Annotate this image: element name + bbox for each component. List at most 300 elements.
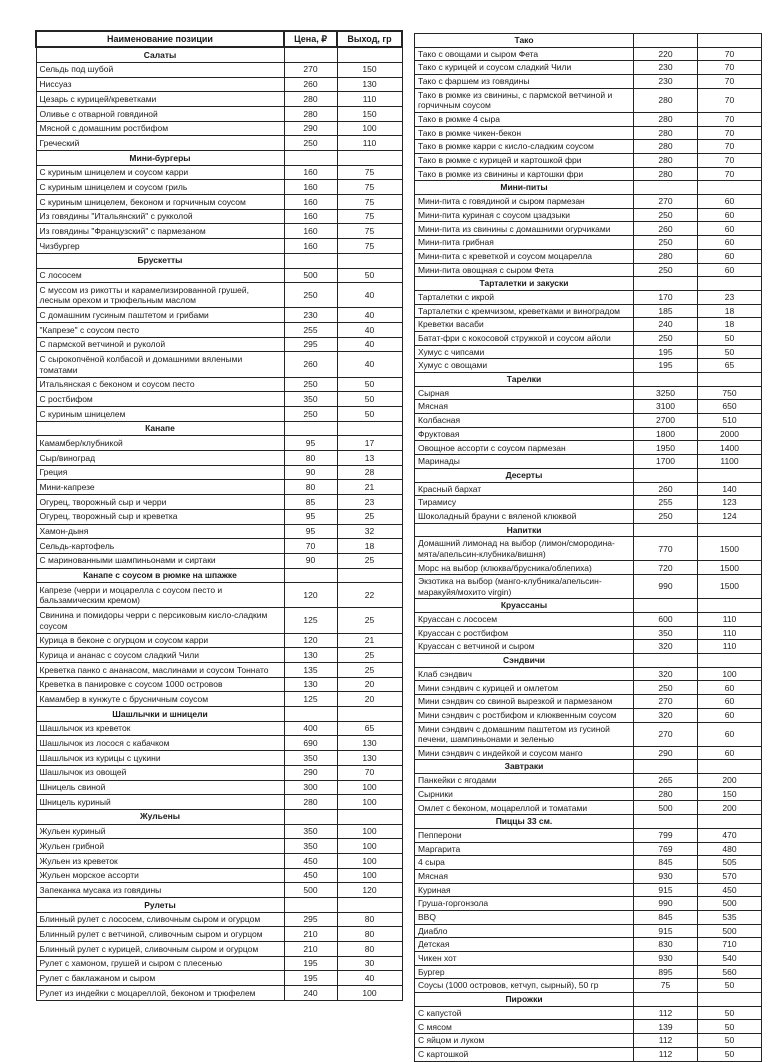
- item-name: Камамбер/клубникой: [36, 436, 284, 451]
- section-empty-weight-cell: [698, 34, 762, 48]
- item-weight: 40: [337, 283, 402, 308]
- section-title: Круассаны: [415, 599, 634, 613]
- item-name: Мини-пита куриная с соусом цзадзыки: [415, 208, 634, 222]
- item-weight: 60: [698, 695, 762, 709]
- menu-item-row: [415, 561, 762, 575]
- menu-item-row: [36, 377, 402, 392]
- item-weight: 110: [698, 613, 762, 627]
- item-name: Мини-капрезе: [36, 480, 284, 495]
- item-weight: 110: [337, 92, 402, 107]
- menu-item-row: [36, 283, 402, 308]
- item-price: 112: [634, 1034, 698, 1048]
- item-name: 4 сыра: [415, 856, 634, 870]
- item-price: 280: [634, 126, 698, 140]
- item-price: 160: [284, 239, 337, 254]
- item-weight: 50: [698, 331, 762, 345]
- item-name: Шницель куриный: [36, 795, 284, 810]
- section-empty-price-cell: [634, 277, 698, 291]
- item-price: 280: [634, 140, 698, 154]
- item-weight: 40: [337, 352, 402, 377]
- menu-item-row: [415, 167, 762, 181]
- column-header-row: [36, 31, 402, 47]
- section-empty-price-cell: [284, 809, 337, 824]
- menu-item-row: [36, 352, 402, 377]
- item-name: Блинный рулет с курицей, сливочным сыром и огурцом: [36, 942, 284, 957]
- item-price: 250: [634, 208, 698, 222]
- item-weight: 100: [337, 853, 402, 868]
- item-weight: 535: [698, 910, 762, 924]
- item-weight: 150: [337, 62, 402, 77]
- item-price: 845: [634, 856, 698, 870]
- item-weight: 21: [337, 633, 402, 648]
- item-weight: 40: [337, 323, 402, 338]
- menu-item-row: [36, 927, 402, 942]
- item-price: 770: [634, 537, 698, 561]
- item-price: 70: [284, 539, 337, 554]
- menu-item-row: [415, 746, 762, 760]
- menu-item-row: [415, 195, 762, 209]
- section-title: Тарелки: [415, 373, 634, 387]
- item-name: Шашлычок из курицы с цукини: [36, 751, 284, 766]
- item-price: 160: [284, 180, 337, 195]
- item-weight: 70: [698, 47, 762, 61]
- item-price: 280: [284, 92, 337, 107]
- menu-item-row: [415, 722, 762, 746]
- item-price: 250: [634, 263, 698, 277]
- item-name: Шоколадный брауни с вяленой клюквой: [415, 509, 634, 523]
- menu-item-row: [415, 695, 762, 709]
- item-weight: 480: [698, 842, 762, 856]
- item-name: Капрезе (черри и моцарелла с соусом песто и бальзамическим кремом): [36, 583, 284, 608]
- menu-item-row: [415, 482, 762, 496]
- item-weight: 140: [698, 482, 762, 496]
- item-name: С муссом из рикотты и карамелизированной грушей, лесным орехом и трюфельным маслом: [36, 283, 284, 308]
- item-name: С куриным шницелем и соусом гриль: [36, 180, 284, 195]
- item-price: 300: [284, 780, 337, 795]
- item-weight: 60: [698, 236, 762, 250]
- item-weight: 60: [698, 681, 762, 695]
- item-name: Из говядины "Итальянский" с рукколой: [36, 209, 284, 224]
- section-empty-price-cell: [284, 151, 337, 166]
- item-price: 210: [284, 942, 337, 957]
- item-price: 270: [634, 695, 698, 709]
- item-weight: 21: [337, 480, 402, 495]
- item-price: 125: [284, 608, 337, 633]
- menu-item-row: [415, 154, 762, 168]
- section-title: Канапе с соусом в рюмке на шпажке: [36, 568, 284, 583]
- item-name: Овощное ассорти с соусом пармезан: [415, 441, 634, 455]
- menu-item-row: [415, 331, 762, 345]
- section-header-row: [36, 898, 402, 913]
- item-price: 450: [284, 853, 337, 868]
- item-weight: 150: [337, 106, 402, 121]
- item-price: 1800: [634, 427, 698, 441]
- menu-item-row: [415, 801, 762, 815]
- item-price: 320: [634, 640, 698, 654]
- item-price: 320: [634, 667, 698, 681]
- item-name: Мини сэндвич с ростбифом и клюквенным соусом: [415, 708, 634, 722]
- menu-item-row: [415, 112, 762, 126]
- item-weight: 20: [337, 677, 402, 692]
- item-price: 350: [284, 839, 337, 854]
- section-empty-weight-cell: [698, 599, 762, 613]
- item-weight: 100: [337, 824, 402, 839]
- item-name: Мини-пита грибная: [415, 236, 634, 250]
- item-price: 125: [284, 692, 337, 707]
- menu-item-row: [415, 290, 762, 304]
- item-weight: 23: [337, 495, 402, 510]
- item-name: Детская: [415, 938, 634, 952]
- menu-item-row: [36, 553, 402, 568]
- item-price: 280: [634, 167, 698, 181]
- menu-item-row: [36, 92, 402, 107]
- item-price: 250: [284, 283, 337, 308]
- item-weight: 75: [337, 195, 402, 210]
- item-weight: 2000: [698, 427, 762, 441]
- item-name: С домашним гусиным паштетом и грибами: [36, 308, 284, 323]
- section-empty-price-cell: [634, 815, 698, 829]
- item-name: Тарталетки с кремчизом, креветками и виноградом: [415, 304, 634, 318]
- section-empty-weight-cell: [337, 809, 402, 824]
- item-price: 160: [284, 195, 337, 210]
- item-weight: 70: [698, 126, 762, 140]
- item-name: Жульен куриный: [36, 824, 284, 839]
- section-title: Завтраки: [415, 760, 634, 774]
- section-empty-price-cell: [634, 654, 698, 668]
- item-weight: 510: [698, 414, 762, 428]
- item-price: 990: [634, 897, 698, 911]
- section-header-row: [415, 468, 762, 482]
- menu-item-row: [415, 869, 762, 883]
- menu-item-row: [415, 613, 762, 627]
- item-price: 195: [634, 345, 698, 359]
- item-price: 350: [634, 626, 698, 640]
- item-price: 600: [634, 613, 698, 627]
- item-name: Мини-пита с говядиной и сыром пармезан: [415, 195, 634, 209]
- item-name: Домашний лимонад на выбор (лимон/смородина-мята/апельсин-клубника/вишня): [415, 537, 634, 561]
- item-price: 500: [284, 883, 337, 898]
- menu-item-row: [415, 924, 762, 938]
- item-weight: 23: [698, 290, 762, 304]
- item-weight: 13: [337, 451, 402, 466]
- item-price: 320: [634, 708, 698, 722]
- item-name: Огурец, творожный сыр и черри: [36, 495, 284, 510]
- section-empty-weight-cell: [698, 468, 762, 482]
- item-name: Пепперони: [415, 828, 634, 842]
- item-weight: 18: [337, 539, 402, 554]
- item-price: 3100: [634, 400, 698, 414]
- menu-item-row: [36, 692, 402, 707]
- item-name: Рулет с баклажаном и сыром: [36, 971, 284, 986]
- section-empty-price-cell: [284, 47, 337, 62]
- menu-item-row: [36, 451, 402, 466]
- item-name: Мини-пита с креветкой и соусом моцарелла: [415, 249, 634, 263]
- menu-item-row: [36, 539, 402, 554]
- item-price: 160: [284, 224, 337, 239]
- menu-item-row: [415, 304, 762, 318]
- item-weight: 650: [698, 400, 762, 414]
- item-name: Камамбер в кунжуте с брусничным соусом: [36, 692, 284, 707]
- item-weight: 130: [337, 77, 402, 92]
- item-weight: 70: [698, 112, 762, 126]
- item-weight: 25: [337, 509, 402, 524]
- item-name: Рулет с хамоном, грушей и сыром с плесенью: [36, 956, 284, 971]
- item-weight: 50: [337, 392, 402, 407]
- item-name: С маринованными шампиньонами и сиртаки: [36, 553, 284, 568]
- item-price: 250: [634, 509, 698, 523]
- item-name: Панкейки с ягодами: [415, 774, 634, 788]
- menu-item-row: [36, 795, 402, 810]
- item-name: Морс на выбор (клюква/брусника/облепиха): [415, 561, 634, 575]
- item-name: Круассан с ростбифом: [415, 626, 634, 640]
- item-name: Ниссуаз: [36, 77, 284, 92]
- item-name: С капустой: [415, 1006, 634, 1020]
- section-title: Пиццы 33 см.: [415, 815, 634, 829]
- section-empty-price-cell: [634, 468, 698, 482]
- item-price: 500: [284, 268, 337, 283]
- item-weight: 100: [337, 780, 402, 795]
- item-name: С картошкой: [415, 1047, 634, 1061]
- item-name: Мини-пита овощная с сыром Фета: [415, 263, 634, 277]
- item-price: 230: [634, 61, 698, 75]
- item-name: Оливье с отварной говядиной: [36, 106, 284, 121]
- item-weight: 60: [698, 746, 762, 760]
- item-weight: 70: [698, 88, 762, 112]
- item-price: 170: [634, 290, 698, 304]
- item-price: 255: [284, 323, 337, 338]
- item-name: Из говядины "Французский" с пармезаном: [36, 224, 284, 239]
- item-name: Экзотика на выбор (манго-клубника/апельсин-маракуйя/мохито virgin): [415, 575, 634, 599]
- menu-item-row: [415, 842, 762, 856]
- menu-item-row: [415, 856, 762, 870]
- item-name: Хумус с чипсами: [415, 345, 634, 359]
- item-weight: 25: [337, 553, 402, 568]
- section-empty-weight-cell: [698, 373, 762, 387]
- item-price: 195: [634, 359, 698, 373]
- section-empty-price-cell: [284, 898, 337, 913]
- menu-item-row: [36, 136, 402, 151]
- item-name: Креветка панко с ананасом, маслинами и соусом Тоннато: [36, 663, 284, 678]
- item-name: Тирамису: [415, 496, 634, 510]
- item-price: 260: [284, 352, 337, 377]
- menu-item-row: [36, 883, 402, 898]
- section-header-row: [415, 815, 762, 829]
- item-price: 240: [634, 318, 698, 332]
- item-name: Хумус с овощами: [415, 359, 634, 373]
- item-price: 290: [634, 746, 698, 760]
- item-weight: 1100: [698, 455, 762, 469]
- item-weight: 22: [337, 583, 402, 608]
- menu-item-row: [415, 640, 762, 654]
- item-weight: 75: [337, 209, 402, 224]
- menu-item-row: [36, 480, 402, 495]
- item-weight: 110: [337, 136, 402, 151]
- menu-item-row: [415, 88, 762, 112]
- item-weight: 110: [698, 640, 762, 654]
- item-name: Бургер: [415, 965, 634, 979]
- item-price: 265: [634, 774, 698, 788]
- item-name: С яйцом и луком: [415, 1034, 634, 1048]
- item-name: Куриная: [415, 883, 634, 897]
- menu-item-row: [36, 106, 402, 121]
- item-price: 112: [634, 1047, 698, 1061]
- item-name: Мини сэндвич с курицей и омлетом: [415, 681, 634, 695]
- item-price: 280: [634, 249, 698, 263]
- menu-item-row: [36, 956, 402, 971]
- menu-item-row: [415, 208, 762, 222]
- item-name: Клаб сэндвич: [415, 667, 634, 681]
- menu-item-row: [415, 575, 762, 599]
- menu-item-row: [415, 496, 762, 510]
- menu-item-row: [415, 828, 762, 842]
- item-weight: 130: [337, 736, 402, 751]
- menu-item-row: [415, 75, 762, 89]
- item-price: 290: [284, 121, 337, 136]
- section-empty-weight-cell: [698, 815, 762, 829]
- item-name: Фруктовая: [415, 427, 634, 441]
- section-header-row: [36, 151, 402, 166]
- section-title: Пирожки: [415, 993, 634, 1007]
- item-weight: 50: [698, 345, 762, 359]
- item-name: Чизбургер: [36, 239, 284, 254]
- item-name: Курица и ананас с соусом сладкий Чили: [36, 648, 284, 663]
- menu-item-row: [36, 509, 402, 524]
- menu-item-row: [36, 986, 402, 1001]
- item-name: Тако с курицей и соусом сладкий Чили: [415, 61, 634, 75]
- item-weight: 70: [698, 167, 762, 181]
- item-weight: 100: [698, 667, 762, 681]
- menu-item-row: [36, 663, 402, 678]
- section-empty-weight-cell: [698, 277, 762, 291]
- item-weight: 100: [337, 795, 402, 810]
- item-weight: 60: [698, 722, 762, 746]
- item-name: Шашлычок из лосося с кабачком: [36, 736, 284, 751]
- item-price: 990: [634, 575, 698, 599]
- item-name: Круассан с лососем: [415, 613, 634, 627]
- menu-item-row: [36, 268, 402, 283]
- section-header-row: [415, 34, 762, 48]
- section-empty-price-cell: [284, 707, 337, 722]
- section-empty-price-cell: [284, 253, 337, 268]
- item-weight: 25: [337, 663, 402, 678]
- menu-item-row: [415, 47, 762, 61]
- section-title: Брускетты: [36, 253, 284, 268]
- section-empty-weight-cell: [337, 898, 402, 913]
- item-price: 930: [634, 952, 698, 966]
- item-weight: 75: [337, 165, 402, 180]
- menu-item-row: [415, 386, 762, 400]
- menu-item-row: [36, 912, 402, 927]
- item-price: 845: [634, 910, 698, 924]
- section-title: Салаты: [36, 47, 284, 62]
- item-weight: 100: [337, 868, 402, 883]
- item-name: Тако с фаршем из говядины: [415, 75, 634, 89]
- item-name: Сырная: [415, 386, 634, 400]
- menu-item-row: [36, 308, 402, 323]
- item-price: 270: [634, 195, 698, 209]
- item-name: С пармской ветчиной и руколой: [36, 337, 284, 352]
- item-price: 250: [634, 331, 698, 345]
- item-name: Груша-горгонзола: [415, 897, 634, 911]
- section-empty-weight-cell: [698, 654, 762, 668]
- item-name: Тако в рюмке карри с кисло-сладким соусом: [415, 140, 634, 154]
- item-price: 799: [634, 828, 698, 842]
- item-price: 915: [634, 924, 698, 938]
- item-weight: 50: [337, 268, 402, 283]
- item-weight: 50: [337, 407, 402, 422]
- item-price: 270: [284, 62, 337, 77]
- item-weight: 200: [698, 801, 762, 815]
- item-price: 90: [284, 465, 337, 480]
- section-title: Рулеты: [36, 898, 284, 913]
- menu-item-row: [36, 436, 402, 451]
- section-title: Напитки: [415, 523, 634, 537]
- menu-item-row: [36, 224, 402, 239]
- item-price: 280: [634, 88, 698, 112]
- item-name: С сырокопчёной колбасой и домашними вялеными томатами: [36, 352, 284, 377]
- item-price: 895: [634, 965, 698, 979]
- item-name: Красный бархат: [415, 482, 634, 496]
- item-price: 280: [634, 112, 698, 126]
- item-weight: 50: [698, 1020, 762, 1034]
- section-empty-weight-cell: [337, 421, 402, 436]
- item-weight: 1500: [698, 575, 762, 599]
- item-weight: 570: [698, 869, 762, 883]
- item-weight: 100: [337, 986, 402, 1001]
- item-price: 280: [284, 795, 337, 810]
- item-name: Рулет из индейки с моцареллой, беконом и трюфелем: [36, 986, 284, 1001]
- item-name: Тако в рюмке из свинины и картошки фри: [415, 167, 634, 181]
- item-name: Диабло: [415, 924, 634, 938]
- section-empty-weight-cell: [698, 760, 762, 774]
- menu-item-row: [36, 971, 402, 986]
- item-price: 250: [284, 377, 337, 392]
- menu-item-row: [36, 721, 402, 736]
- item-price: 250: [634, 681, 698, 695]
- menu-item-row: [415, 427, 762, 441]
- item-price: 255: [634, 496, 698, 510]
- menu-item-row: [36, 195, 402, 210]
- menu-item-row: [36, 524, 402, 539]
- item-weight: 505: [698, 856, 762, 870]
- section-empty-price-cell: [284, 568, 337, 583]
- menu-item-row: [415, 1034, 762, 1048]
- item-name: Курица в беконе с огурцом и соусом карри: [36, 633, 284, 648]
- item-price: 135: [284, 663, 337, 678]
- item-name: Сельдь под шубой: [36, 62, 284, 77]
- section-header-row: [36, 707, 402, 722]
- section-title: Мини-бургеры: [36, 151, 284, 166]
- item-name: Мясная: [415, 869, 634, 883]
- item-name: Блинный рулет с ветчиной, сливочным сыром и огурцом: [36, 927, 284, 942]
- section-empty-weight-cell: [337, 47, 402, 62]
- item-name: Мини сэндвич с домашним паштетом из гусиной печени, шампиньонами и зеленью: [415, 722, 634, 746]
- section-empty-weight-cell: [337, 253, 402, 268]
- item-weight: 470: [698, 828, 762, 842]
- item-weight: 25: [337, 648, 402, 663]
- item-weight: 560: [698, 965, 762, 979]
- menu-item-row: [36, 465, 402, 480]
- item-price: 350: [284, 751, 337, 766]
- column-header-weight: Выход, гр: [337, 31, 402, 47]
- item-weight: 450: [698, 883, 762, 897]
- item-price: 120: [284, 583, 337, 608]
- menu-item-row: [415, 455, 762, 469]
- item-name: Запеканка мусака из говядины: [36, 883, 284, 898]
- item-weight: 70: [337, 765, 402, 780]
- section-header-row: [415, 599, 762, 613]
- item-weight: 60: [698, 263, 762, 277]
